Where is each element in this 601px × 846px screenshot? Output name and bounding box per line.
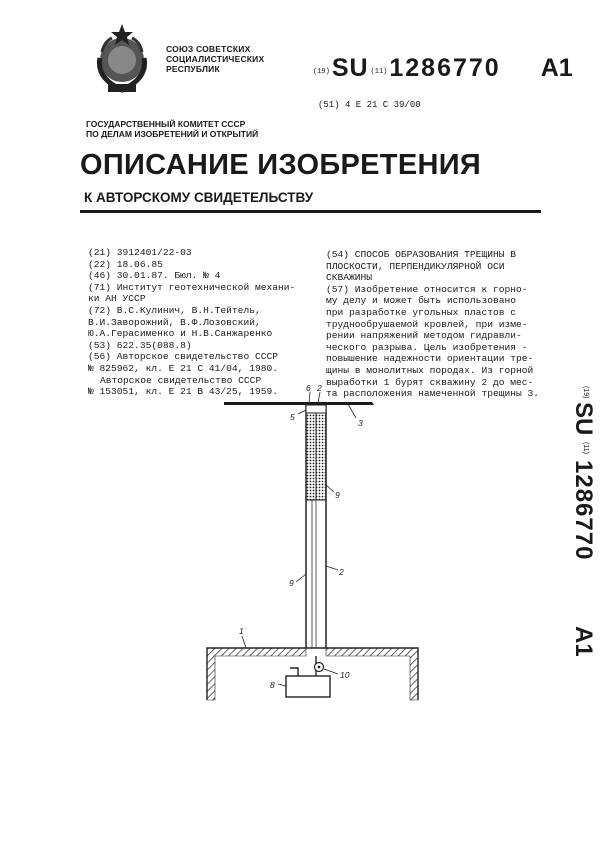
pump-unit (286, 676, 330, 697)
leader-line (326, 485, 334, 492)
biblio-line: ки АН УССР (88, 293, 146, 305)
country-code: SU (331, 54, 369, 82)
abstract-line: щины в монолитных породах. Из горной (326, 364, 534, 376)
figure-label-2-mid: 2 (339, 567, 344, 577)
figure-label-2-top: 2 (317, 383, 322, 393)
ipc-classification: (51) 4 E 21 C 39/00 (318, 100, 421, 110)
biblio-line: (22) 18.06.85 (88, 258, 163, 270)
abstract-line: ПЛОСКОСТИ, ПЕРПЕНДИКУЛЯРНОЙ ОСИ (326, 260, 505, 272)
side-country-code: SU (570, 402, 597, 436)
leader-line (326, 566, 338, 570)
figure-label-9-lower: 9 (289, 578, 294, 588)
leader-line (309, 392, 310, 403)
abstract-line: (57) Изобретение относится к горно- (326, 283, 528, 295)
figure-label-3: 3 (358, 418, 363, 428)
abstract-line: труднообрушаемой кровлей, при изме- (326, 318, 528, 330)
leader-line (318, 392, 320, 403)
committee-line: ГОСУДАРСТВЕННЫЙ КОМИТЕТ СССР (86, 119, 246, 129)
figure-label-8: 8 (270, 680, 275, 690)
abstract-line: (54) СПОСОБ ОБРАЗОВАНИЯ ТРЕЩИНЫ В (326, 249, 516, 260)
leader-line (324, 669, 338, 674)
side-kind-code: A1 (570, 626, 597, 657)
gauge-center (318, 666, 321, 669)
document-title: ОПИСАНИЕ ИЗОБРЕТЕНИЯ (80, 149, 481, 181)
document-subtitle: К АВТОРСКОМУ СВИДЕТЕЛЬСТВУ (84, 190, 314, 205)
crack-line (224, 402, 374, 405)
leader-line (242, 636, 246, 648)
abstract-line: рении напряжений методом гидравли- (326, 330, 522, 342)
abstract-line: при разработке угольных пластов с (326, 306, 516, 318)
leader-line (296, 574, 306, 582)
committee-line: ПО ДЕЛАМ ИЗОБРЕТЕНИЙ И ОТКРЫТИЙ (86, 129, 259, 139)
figure-label-10: 10 (340, 670, 350, 680)
biblio-line: № 153051, кл. E 21 B 43/25, 1959. (88, 386, 278, 398)
abstract-line: выработки 1 бурят скважину 2 до мес- (326, 376, 534, 388)
org-line: СОЮЗ СОВЕТСКИХ (166, 44, 251, 54)
feed-pipe-bend (290, 668, 298, 676)
biblio-line: Авторское свидетельство СССР (100, 374, 262, 386)
figure-label-9-upper: 9 (335, 490, 340, 500)
patent-number: 1286770 (389, 54, 501, 82)
biblio-line: (53) 622.35(088.8) (88, 339, 192, 351)
biblio-line: № 825962, кл. E 21 C 41/04, 1980. (88, 362, 278, 374)
org-line: СОЦИАЛИСТИЧЕСКИХ (166, 54, 265, 64)
biblio-line: (21) 3912401/22-03 (88, 247, 192, 258)
biblio-line: (46) 30.01.87. Бюл. № 4 (88, 270, 221, 282)
plug-top (306, 405, 326, 413)
side-code-19: (19) (582, 386, 589, 399)
figure-label-5: 5 (290, 412, 295, 422)
leader-line (298, 410, 306, 414)
org-line: РЕСПУБЛИК (166, 64, 220, 74)
kind-code: A1 (540, 54, 573, 82)
abstract-line: ческого разрыва. Цель изобретения - (326, 341, 528, 353)
side-patent-stamp (548, 386, 597, 676)
biblio-line: В.И.Заворожний, В.Ф.Лозовский, (88, 316, 261, 328)
figure-label-1: 1 (239, 626, 244, 636)
abstract-line: повышение надежности ориентации тре- (326, 353, 534, 365)
biblio-line: Ю.А.Герасименко и Н.В.Санжаренко (88, 328, 273, 340)
code-19: (19) (313, 67, 330, 76)
abstract-line: СКВАЖИНЫ (326, 272, 373, 284)
abstract-line: му делу и может быть использовано (326, 295, 516, 307)
figure-label-6: 6 (306, 383, 311, 393)
side-code-11: (11) (582, 442, 589, 454)
side-patent-number: 1286770 (570, 460, 597, 561)
biblio-line: (72) В.С.Кулинич, В.Н.Тейтель, (88, 304, 261, 316)
abstract-line: та расположения намеченной трещины 3. (326, 388, 540, 400)
code-11: (11) (370, 67, 388, 76)
leader-line (278, 684, 286, 686)
leader-line (348, 404, 356, 418)
biblio-line: (56) Авторское свидетельство СССР (88, 351, 278, 363)
biblio-line: (71) Институт геотехнической механи- (88, 281, 296, 293)
